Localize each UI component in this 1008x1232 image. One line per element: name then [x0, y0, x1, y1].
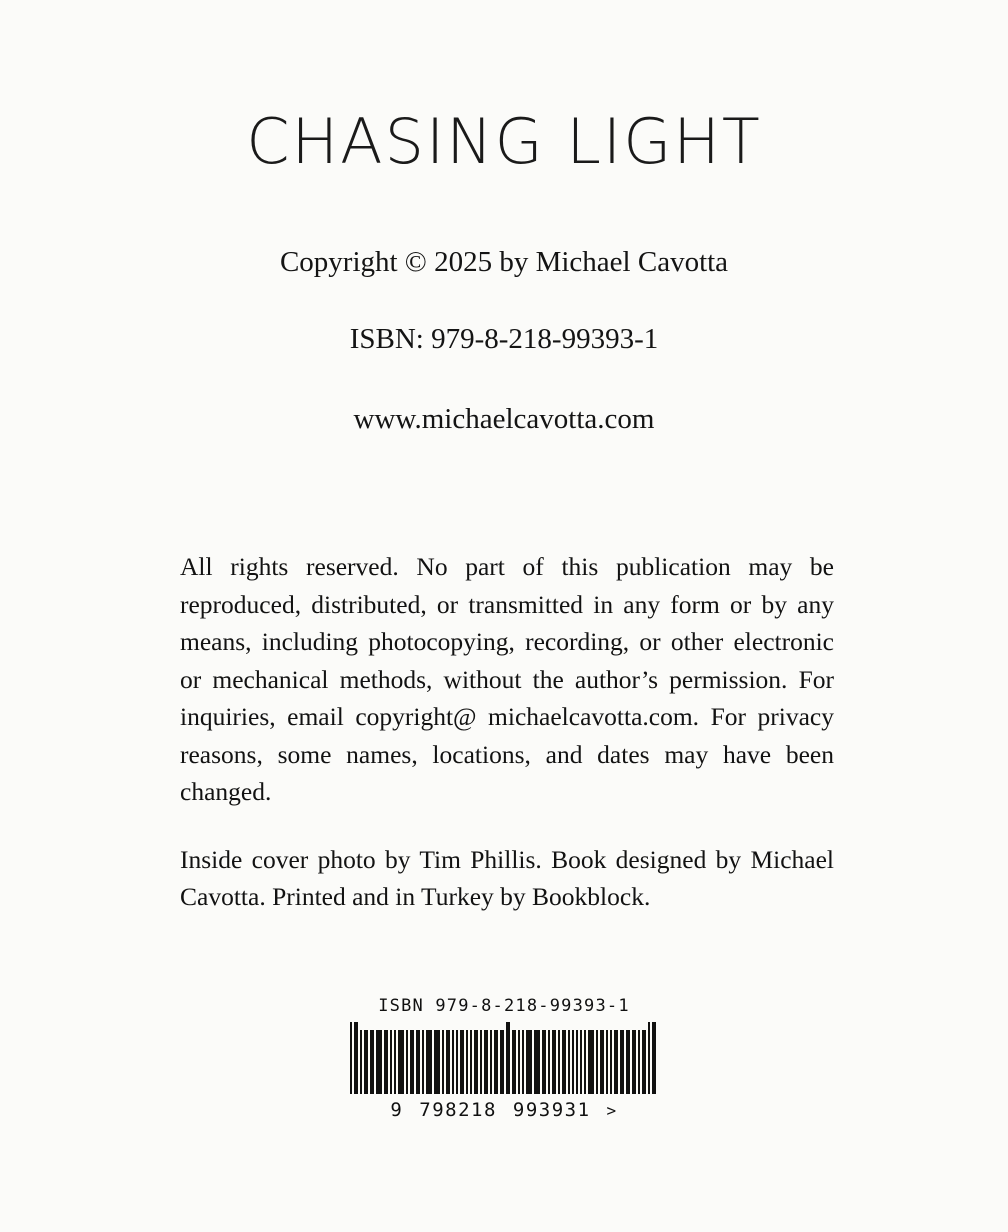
barcode-bar	[426, 1030, 432, 1094]
barcode-bar	[542, 1030, 546, 1094]
barcode-bar	[512, 1030, 516, 1094]
barcode-bar	[390, 1030, 392, 1094]
barcode-bar	[384, 1030, 388, 1094]
barcode-bar	[370, 1030, 374, 1094]
barcode-bar	[638, 1030, 640, 1094]
barcode-bar	[600, 1030, 604, 1094]
barcode-bar	[620, 1030, 624, 1094]
website-line: www.michaelcavotta.com	[353, 402, 655, 435]
barcode-bar	[518, 1030, 520, 1094]
barcode-bar	[490, 1030, 492, 1094]
barcode-digit-lead: 9	[390, 1099, 404, 1121]
barcode-bar	[466, 1030, 468, 1094]
barcode-digits	[390, 1099, 617, 1121]
rights-reserved-paragraph: All rights reserved. No part of this publication may be reproduced, distributed, or transmitted in any form or by any means, including photocopying, recording, or other electronic or mechanical methods, without the author’s permission. For inquiries, email copyright@ michaelcavotta.com. For privacy reasons, some names, locations, and dates may have been changed.	[180, 552, 834, 806]
barcode-bar	[460, 1030, 464, 1094]
publication-meta	[0, 246, 1008, 436]
barcode-bar	[642, 1030, 646, 1094]
barcode-bar	[580, 1030, 582, 1094]
barcode-bar	[360, 1030, 362, 1094]
barcode-bar	[494, 1030, 498, 1094]
barcode-bar	[576, 1030, 578, 1094]
barcode-bar	[452, 1030, 454, 1094]
barcode-digit-group-1: 798218	[419, 1099, 497, 1121]
barcode-bar	[410, 1030, 414, 1094]
barcode-caption: ISBN 979-8-218-99393-1	[378, 996, 630, 1016]
barcode-bar	[522, 1030, 524, 1094]
barcode-bar	[548, 1030, 550, 1094]
credits-paragraph: Inside cover photo by Tim Phillis. Book designed by Michael Cavotta. Printed and in Turkey by Bookblock.	[180, 844, 834, 911]
barcode-bar	[422, 1030, 424, 1094]
barcode-bar	[568, 1030, 570, 1094]
barcode-bar	[596, 1030, 598, 1094]
barcode-bar	[562, 1030, 566, 1094]
barcode-bar	[572, 1030, 574, 1094]
barcode-bar	[606, 1030, 608, 1094]
barcode-bars	[350, 1022, 658, 1094]
barcode-bar	[558, 1030, 560, 1094]
barcode-bar	[632, 1030, 636, 1094]
barcode-bar	[474, 1030, 478, 1094]
barcode	[0, 996, 1008, 1121]
barcode-bar	[648, 1022, 650, 1094]
barcode-bar	[500, 1030, 504, 1094]
barcode-bar	[442, 1030, 444, 1094]
barcode-bar	[584, 1030, 586, 1094]
barcode-bar	[626, 1030, 630, 1094]
barcode-bar	[416, 1030, 420, 1094]
barcode-bar	[506, 1022, 510, 1094]
barcode-bar	[610, 1030, 612, 1094]
barcode-bar	[470, 1030, 472, 1094]
barcode-bar	[398, 1030, 404, 1094]
barcode-bar	[588, 1030, 594, 1094]
barcode-bar	[364, 1030, 368, 1094]
barcode-bar	[526, 1030, 532, 1094]
barcode-bar	[652, 1022, 656, 1094]
isbn-line: ISBN: 979-8-218-99393-1	[349, 323, 659, 356]
barcode-bar	[456, 1030, 458, 1094]
copyright-line: Copyright © 2025 by Michael Cavotta	[279, 246, 729, 278]
barcode-bar	[552, 1030, 556, 1094]
legal-text	[180, 548, 834, 916]
barcode-bar	[534, 1030, 540, 1094]
barcode-bar	[614, 1030, 618, 1094]
barcode-bar	[434, 1030, 440, 1094]
barcode-digit-tail: >	[606, 1101, 618, 1120]
barcode-bar	[376, 1030, 382, 1094]
barcode-bar	[394, 1030, 396, 1094]
barcode-bar	[446, 1030, 450, 1094]
barcode-bar	[350, 1022, 352, 1094]
barcode-bar	[354, 1022, 358, 1094]
barcode-bar	[480, 1030, 482, 1094]
barcode-digit-group-2: 993931	[512, 1099, 591, 1121]
barcode-bar	[484, 1030, 488, 1094]
book-title: CHASING LIGHT	[246, 105, 762, 178]
barcode-bar	[406, 1030, 408, 1094]
